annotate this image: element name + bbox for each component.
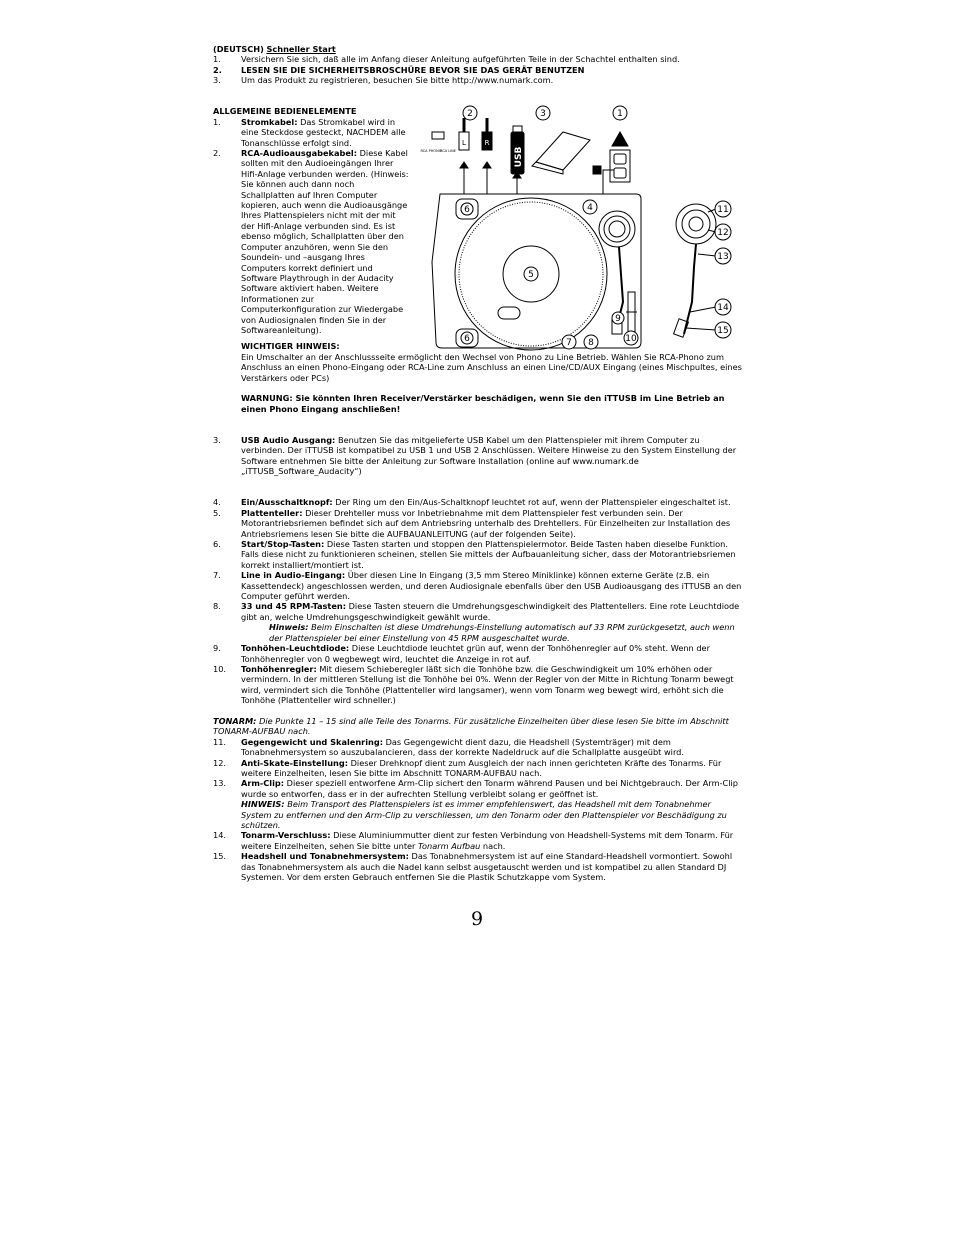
callout-11 (715, 201, 731, 217)
svg-text:3: 3 (540, 109, 546, 119)
callout-3 (536, 106, 550, 120)
callout-9 (612, 312, 624, 324)
svg-text:10: 10 (625, 334, 637, 344)
list-item: 3. USB Audio Ausgang: Benutzen Sie das mitgelieferte USB Kabel um den Plattenspieler mit ihrem Computer zu verbinden. Der iTTUSB ist kompatibel zu USB 1 und USB 2 Anschlüssen. Weitere Hinweise zu den System Einstellung der Software entnehmen Sie bitte der Anleitung zur Software Installation (online auf www.numark.de „iTTUSB_Software_Audacity“) (213, 434, 737, 477)
quickstart-heading (213, 44, 743, 54)
list-item: 9. Tonhöhen-Leuchtdiode: Diese Leuchtdiode leuchtet grün auf, wenn der Tonhöhenregler auf 0% steht. Wenn der Tonhöhenregler von 0 wegbewegt wird, leuchtet die Anzeige in rot auf. (213, 643, 710, 664)
turntable-diagram (418, 102, 738, 354)
callout-15 (715, 322, 731, 338)
important-text: Ein Umschalter an der Anschlussseite ermöglicht den Wechsel von Phono zu Line Betrieb. Wählen Sie RCA-Phono zum Anschluss an einen Phono-Eingang oder RCA-Line zum Anschluss an einen Line/CD/AUX Eingang (eines Mischpultes, eines Verstärkers oder PCs) (241, 351, 742, 383)
svg-text:13: 13 (717, 252, 729, 262)
callout-1 (613, 106, 627, 120)
page-number: 9 (470, 908, 484, 930)
language-tag: (DEUTSCH) (213, 44, 264, 54)
svg-text:12: 12 (717, 228, 729, 238)
phono-line-switch (432, 132, 444, 139)
callout-13 (715, 248, 731, 264)
list-item: 15. Headshell und Tonabnehmersystem: Das Tonabnehmersystem ist auf eine Standard-Headshell vormontiert. Sowohl das Tonabnehmersystem als auch die Nadel kann selbst ausgetauscht werden und ist kompatibel zu allen Standard DJ Systemen. Vor dem ersten Gebrauch entfernen Sie die Plastik Schutzkappe vom System. (213, 851, 733, 883)
list-item: 7. Line in Audio-Eingang: Über diesen Line In Eingang (3,5 mm Stereo Miniklinke) können externe Geräte (z.B. ein Kassettendeck) angeschlossen werden, und deren Audiosignale ebenfalls über den USB Audioausgang des iTTUSB an den Computer geführt werden. (213, 570, 742, 602)
svg-text:1: 1 (617, 109, 623, 119)
svg-text:9: 9 (615, 314, 621, 324)
list-item: 11. Gegengewicht und Skalenring: Das Gegengewicht dient dazu, die Headshell (Systemträger) mit dem Tonabnehmersystem so auszubalancieren, dass der korrekte Nadeldruck auf die Schallplatte ausgeübt wird. (213, 736, 684, 758)
jack-label-left: L (462, 139, 466, 147)
rpm-note: Hinweis: Beim Einschalten ist diese Umdrehungs-Einstellung automatisch auf 33 RPM zurückgesetzt, auch wenn der Plattenspieler bei einer Einstellung von 45 RPM ausgeschaltet wurde. (269, 622, 735, 643)
quickstart-item: 1. Versichern Sie sich, daß alle im Anfang dieser Anleitung aufgeführten Teile in der Schachtel enthalten sind. (213, 54, 680, 65)
tonearm (618, 247, 623, 322)
list-item: 6. Start/Stop-Tasten: Diese Tasten starten und stoppen den Plattenspielermotor. Beide Tasten haben dieselbe Funktion. Falls diese nicht zu funktionieren scheinen, stellen Sie mittels der Aufbauanleitung sicher, dass der Motorantriebsriemen korrekt installiert/montiert ist. (213, 539, 736, 570)
callout-4 (583, 200, 597, 214)
list-item: 5. Plattenteller: Dieser Drehteller muss vor Inbetriebnahme mit dem Plattenspieler fest verbunden sein. Der Motorantriebsriemen befindet sich auf dem Antriebsring unterhalb des Drehtellers. Für Einzelheiten zur Installation des Antriebsriemens lesen Sie bitte die AUFBAUANLEITUNG (auf der folgenden Seite). (213, 507, 731, 539)
callout-5 (524, 267, 538, 281)
callout-6-top (461, 203, 473, 215)
usb-label: USB (514, 146, 524, 168)
important-title: WICHTIGER HINWEIS: (241, 341, 340, 352)
svg-text:6: 6 (464, 334, 470, 344)
callout-8 (584, 335, 598, 349)
list-item: 13. Arm-Clip: Dieser speziell entworfene Arm-Clip sichert den Tonarm während Pausen und bei Nichtgebrauch. Der Arm-Clip wurde so entworfen, dass er in der aufrechten Stellung verbleibt solang er geöffnet ist. HINWEIS: Beim Transport des Plattenspielers ist es immer empfehlenswert, das Headshell mit dem Tonabnehmer System zu entfernen und den Arm-Clip zu verschliessen, um den Tonarm oder den Plattenspieler vor Beschädigung zu schützen. (213, 778, 738, 830)
callout-2 (463, 106, 477, 120)
warning-text: WARNUNG: Sie könnten Ihren Receiver/Verstärker beschädigen, wenn Sie den iTTUSB im Line Betrieb an einen Phono Eingang anschließen! (241, 393, 725, 414)
callout-6-bottom (461, 332, 473, 344)
list-item: 4. Ein/Ausschaltknopf: Der Ring um den Ein/Aus-Schaltknopf leuchtet rot auf, wenn der Plattenspieler eingeschaltet ist. (213, 497, 731, 508)
svg-text:6: 6 (464, 205, 470, 215)
section-title: ALLGEMEINE BEDIENELEMENTE (213, 106, 357, 117)
jack-label-right: R (484, 139, 490, 147)
tonarm-intro: TONARM: Die Punkte 11 – 15 sind alle Teile des Tonarms. Für zusätzliche Einzelheiten über diese lesen Sie bitte im Abschnitt TONARM-AUFBAU nach. (213, 715, 729, 737)
quickstart-item: 3. Um das Produkt zu registrieren, besuchen Sie bitte http://www.numark.com. (213, 75, 554, 86)
svg-text:14: 14 (717, 303, 729, 313)
list-item: 1. Stromkabel: Das Stromkabel wird in eine Steckdose gesteckt, NACHDEM alle Tonanschlüsse erfolgt sind. (213, 116, 406, 148)
list-item: 8. 33 und 45 RPM-Tasten: Diese Tasten steuern die Umdrehungsgeschwindigkeit des Plattentellers. Eine rote Leuchtdiode gibt an, welche Umdrehungsgeschwindigkeit gewählt wurde. (213, 601, 740, 622)
warning-icon (612, 132, 628, 146)
svg-text:7: 7 (566, 338, 572, 348)
callout-7 (562, 335, 576, 349)
list-item: 10. Tonhöhenregler: Mit diesem Schieberegler läßt sich die Tonhöhe bzw. die Geschwindigkeit um 10% erhöhen oder vermindern. In der mittleren Stellung ist die Tonhöhe bei 0%. Wenn der Regler von der Mitte in Richtung Tonarm bewegt wird, vermindert sich die Tonhöhe (Plattenteller wird langsamer), wenn vom Tonarm weg bewegt wird, erhöht sich die Tonhöhe (Plattenteller wird schneller.) (213, 663, 734, 706)
svg-text:4: 4 (587, 203, 593, 213)
list-item: 2. RCA-Audioausgabekabel: Diese Kabel sollten mit den Audioeingängen Ihrer Hifi-Anlage verbunden werden. (Hinweis: Sie können auch dann noch Schallplatten auf Ihren Computer kopieren, auch wenn die Audioausgänge Ihres Plattenspielers nicht mit der mit der Hifi-Anlage verbunden sind. Es ist ebenso möglich, Schallplatten über den Computer anzuhören, wenn Sie den Soundein- und –ausgang Ihres Computers korrekt definiert und Software Playthrough in der Audacity Software aktiviert haben. Weitere Informationen zur Computerkonfiguration zur Wiedergabe von Audiosignalen finden Sie in der Softwareanleitung). (213, 148, 409, 335)
switch-label-phono: RCA PHONO (420, 149, 442, 153)
svg-text:2: 2 (467, 109, 473, 119)
svg-text:15: 15 (717, 326, 729, 336)
callout-10 (624, 331, 638, 345)
quickstart-title: Schneller Start (266, 44, 336, 54)
switch-label-line: RCA LINE (439, 149, 457, 153)
list-item: 14. Tonarm-Verschluss: Diese Aluminiummutter dient zur festen Verbindung von Headshell-Systems mit dem Tonarm. Für weitere Einzelheiten, sehen Sie bitte unter Tonarm Aufbau nach. (213, 830, 734, 851)
callout-14 (715, 299, 731, 315)
wall-socket-icon (610, 150, 630, 182)
svg-text:8: 8 (588, 338, 594, 348)
list-item: 12. Anti-Skate-Einstellung: Dieser Drehknopf dient zum Ausgleich der nach innen gerichteten Kräfte des Tonarms. Für weitere Einzelheiten, lesen Sie bitte im Abschnitt TONARM-AUFBAU nach. (213, 757, 722, 778)
callout-12 (715, 224, 731, 240)
quickstart-item: 2. LESEN SIE DIE SICHERHEITSBROSCHÜRE BEVOR SIE DAS GERÄT BENUTZEN (213, 64, 585, 75)
svg-text:5: 5 (528, 270, 534, 280)
svg-text:11: 11 (717, 205, 729, 215)
